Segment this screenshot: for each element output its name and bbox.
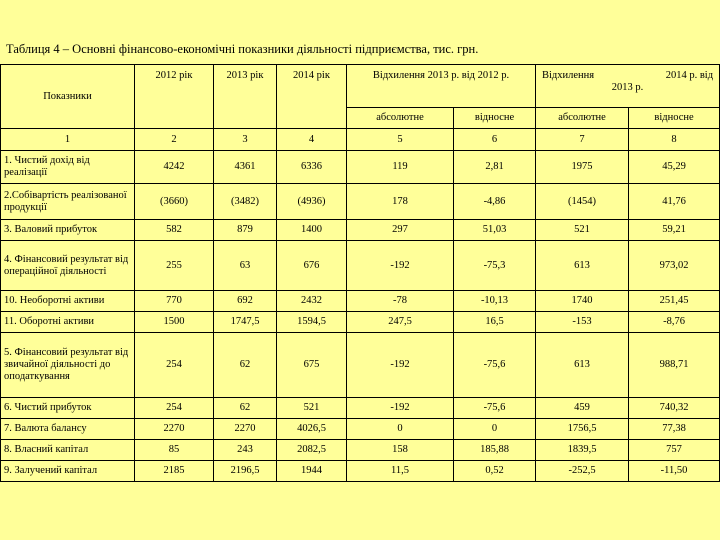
table-cell: 2270 (214, 419, 277, 440)
column-number: 5 (347, 129, 454, 151)
table-cell: 4026,5 (277, 419, 347, 440)
table-cell: 16,5 (454, 312, 536, 333)
header-rel-2013: відносне (454, 108, 536, 129)
header-abs-2013: абсолютне (347, 108, 454, 129)
table-cell: 254 (135, 398, 214, 419)
table-cell: 675 (277, 333, 347, 398)
table-cell: 757 (629, 440, 720, 461)
table-cell: 2432 (277, 291, 347, 312)
table-cell: -252,5 (536, 461, 629, 482)
table-cell: 1944 (277, 461, 347, 482)
table-cell: 1839,5 (536, 440, 629, 461)
table-cell: 1400 (277, 220, 347, 241)
table-cell: -78 (347, 291, 454, 312)
row-label: 8. Власний капітал (1, 440, 135, 461)
row-label: 7. Валюта балансу (1, 419, 135, 440)
table-cell: 4242 (135, 151, 214, 184)
table-cell: 45,29 (629, 151, 720, 184)
table-cell: -153 (536, 312, 629, 333)
header-rel-2014: відносне (629, 108, 720, 129)
table-row (1, 333, 720, 398)
table-row (1, 291, 720, 312)
table-cell: -75,3 (454, 241, 536, 291)
table-cell: 251,45 (629, 291, 720, 312)
table-cell: 2082,5 (277, 440, 347, 461)
table-cell: -75,6 (454, 398, 536, 419)
table-cell: (1454) (536, 184, 629, 220)
column-number: 2 (135, 129, 214, 151)
table-row (1, 419, 720, 440)
table-cell: (3482) (214, 184, 277, 220)
table-cell: 1975 (536, 151, 629, 184)
table-cell: -192 (347, 333, 454, 398)
row-label: 9. Залучений капітал (1, 461, 135, 482)
header-indicators: Показники (1, 65, 135, 129)
table-cell: 243 (214, 440, 277, 461)
table-cell: 11,5 (347, 461, 454, 482)
table-cell: 692 (214, 291, 277, 312)
column-number: 7 (536, 129, 629, 151)
table-body (1, 151, 720, 482)
table-cell: (3660) (135, 184, 214, 220)
table-cell: 297 (347, 220, 454, 241)
table-cell: 51,03 (454, 220, 536, 241)
table-cell: 85 (135, 440, 214, 461)
table-cell: 0,52 (454, 461, 536, 482)
table-cell: 973,02 (629, 241, 720, 291)
table-cell: -192 (347, 241, 454, 291)
table-cell: 119 (347, 151, 454, 184)
table-cell: (4936) (277, 184, 347, 220)
table-cell: 2270 (135, 419, 214, 440)
table-cell: 178 (347, 184, 454, 220)
column-number: 1 (1, 129, 135, 151)
table-row (1, 184, 720, 220)
table-cell: 613 (536, 241, 629, 291)
header-2014: 2014 рік (277, 65, 347, 129)
table-cell: -11,50 (629, 461, 720, 482)
table-cell: 1594,5 (277, 312, 347, 333)
table-cell: 255 (135, 241, 214, 291)
table-cell: 41,76 (629, 184, 720, 220)
table-cell: -75,6 (454, 333, 536, 398)
row-label: 11. Оборотні активи (1, 312, 135, 333)
row-label: 1. Чистий дохід від реалізації (1, 151, 135, 184)
table-cell: 582 (135, 220, 214, 241)
table-cell: 2185 (135, 461, 214, 482)
table-row (1, 398, 720, 419)
table-cell: 247,5 (347, 312, 454, 333)
table-cell: 740,32 (629, 398, 720, 419)
table-cell: 2,81 (454, 151, 536, 184)
table-row (1, 461, 720, 482)
table-cell: -8,76 (629, 312, 720, 333)
table-cell: 59,21 (629, 220, 720, 241)
row-label: 6. Чистий прибуток (1, 398, 135, 419)
table-row (1, 220, 720, 241)
table-cell: 521 (536, 220, 629, 241)
table-cell: -10,13 (454, 291, 536, 312)
table-cell: 2196,5 (214, 461, 277, 482)
table-cell: 521 (277, 398, 347, 419)
table-cell: 6336 (277, 151, 347, 184)
column-number: 4 (277, 129, 347, 151)
table-row (1, 440, 720, 461)
table-cell: 770 (135, 291, 214, 312)
column-number: 8 (629, 129, 720, 151)
table-row (1, 151, 720, 184)
row-label: 10. Необоротні активи (1, 291, 135, 312)
table-cell: 0 (347, 419, 454, 440)
table-cell: 613 (536, 333, 629, 398)
table-row (1, 312, 720, 333)
table-cell: -192 (347, 398, 454, 419)
table-cell: 4361 (214, 151, 277, 184)
table-title: Таблиця 4 – Основні фінансово-економічні показники діяльності підприємства, тис. грн. (6, 42, 479, 56)
table-cell: 158 (347, 440, 454, 461)
header-2012: 2012 рік (135, 65, 214, 129)
header-deviation-2014-word: Відхилення (542, 70, 595, 81)
financial-indicators-table (0, 64, 720, 482)
header-2013: 2013 рік (214, 65, 277, 129)
table-cell: 1747,5 (214, 312, 277, 333)
column-number: 6 (454, 129, 536, 151)
row-label: 3. Валовий прибуток (1, 220, 135, 241)
table-cell: 254 (135, 333, 214, 398)
table-cell: 0 (454, 419, 536, 440)
table-cell: 185,88 (454, 440, 536, 461)
table-cell: 676 (277, 241, 347, 291)
row-label: 5. Фінансовий результат від звичайної діяльності до оподаткування (1, 333, 135, 398)
table-cell: 62 (214, 398, 277, 419)
header-deviation-2014-from: 2014 р. від (665, 70, 714, 81)
table-cell: 1740 (536, 291, 629, 312)
header-deviation-2013: Відхилення 2013 р. від 2012 р. (347, 65, 536, 108)
header-deviation-2014 (536, 65, 720, 108)
row-label: 4. Фінансовий результат від операційної діяльності (1, 241, 135, 291)
table-cell: 988,71 (629, 333, 720, 398)
table-cell: 63 (214, 241, 277, 291)
table-cell: 1756,5 (536, 419, 629, 440)
table-cell: 1500 (135, 312, 214, 333)
table-cell: 879 (214, 220, 277, 241)
row-label: 2.Собівартість реалізованої продукції (1, 184, 135, 220)
table-cell: 77,38 (629, 419, 720, 440)
table-cell: 62 (214, 333, 277, 398)
header-abs-2014: абсолютне (536, 108, 629, 129)
table-row (1, 241, 720, 291)
header-deviation-2014-year: 2013 р. (611, 82, 644, 93)
column-number: 3 (214, 129, 277, 151)
table-cell: -4,86 (454, 184, 536, 220)
table-cell: 459 (536, 398, 629, 419)
